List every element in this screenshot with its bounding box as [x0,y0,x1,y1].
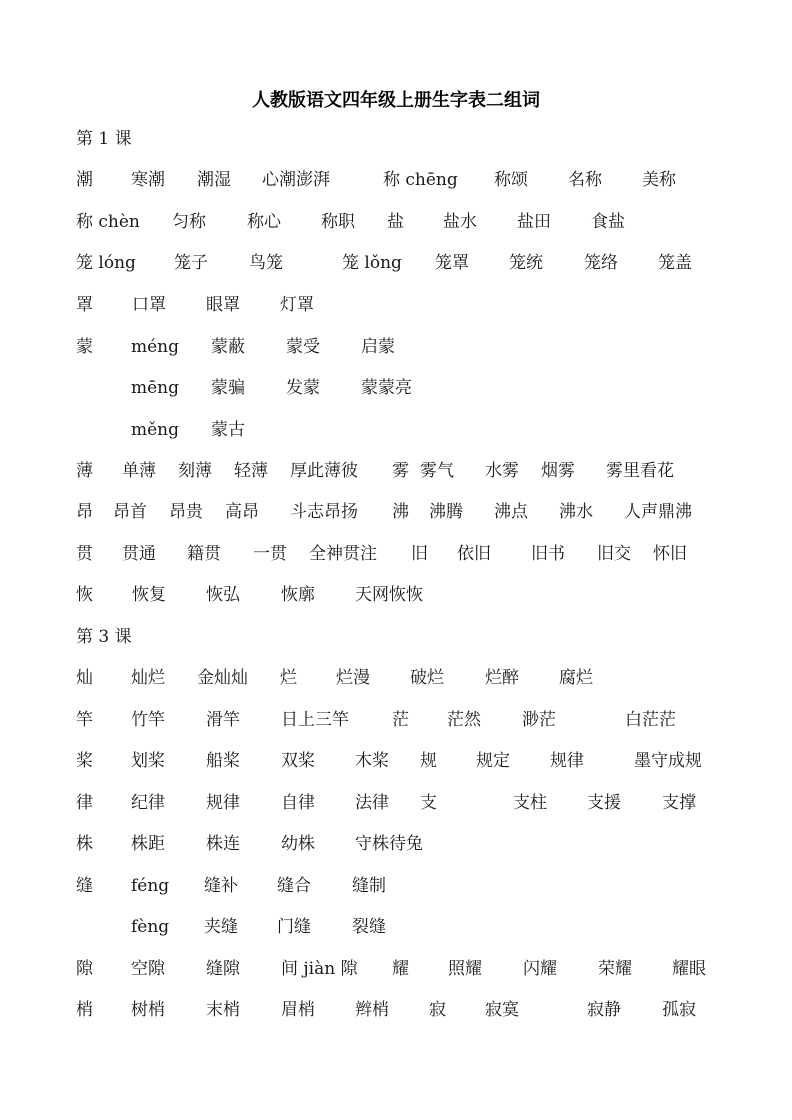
word: 潮 [76,170,93,190]
word: 昂 [76,502,93,522]
word: 水雾 [485,461,519,481]
word: 发蒙 [286,378,320,398]
word-row [0,293,792,319]
word: 罩 [76,295,93,315]
word: 自律 [281,793,315,813]
word: 木桨 [355,751,389,771]
word-row [0,542,792,568]
word: 烂 [280,668,297,688]
word: 贯通 [122,544,156,564]
word: 称心 [247,212,281,232]
word: 纪律 [131,793,165,813]
word: 笼子 [174,253,208,273]
word-row [0,957,792,983]
word: 一贯 [253,544,287,564]
word: 双桨 [281,751,315,771]
page-title: 人教版语文四年级上册生字表二组词 [252,90,540,111]
word: 寂静 [587,1000,621,1020]
word: 缝制 [352,876,386,896]
word: 规律 [206,793,240,813]
word-row [0,583,792,609]
word: 全神贯注 [309,544,377,564]
word: féng [131,876,170,896]
word: 支援 [587,793,621,813]
word: 烟雾 [541,461,575,481]
word: 笼盖 [658,253,692,273]
word: 滑竿 [206,710,240,730]
word: 腐烂 [559,668,593,688]
word: 金灿灿 [197,668,248,688]
word: 缝合 [277,876,311,896]
word: 树梢 [131,1000,165,1020]
word: 盐 [387,212,404,232]
word: 缝隙 [206,959,240,979]
word-row [0,251,792,277]
word: 沸点 [494,502,528,522]
word: 灯罩 [280,295,314,315]
word: 雾里看花 [606,461,674,481]
word-row [0,210,792,236]
word-row [0,791,792,817]
word-row [0,874,792,900]
word-row [0,915,792,941]
word-row [0,832,792,858]
word: 眉梢 [281,1000,315,1020]
word: 籍贯 [187,544,221,564]
word: 茫 [392,710,409,730]
word: 盐水 [443,212,477,232]
word: mēng [131,378,180,398]
word: 规定 [476,751,510,771]
word: 支 [420,793,437,813]
word: 荣耀 [598,959,632,979]
word: 空隙 [131,959,165,979]
word: 间 jiàn 隙 [281,959,358,979]
word: 笼 lóng [76,253,136,273]
word: 笼统 [509,253,543,273]
word: 株距 [131,834,165,854]
word: 眼罩 [206,295,240,315]
word: 称 chēng [383,170,458,190]
word-row [0,708,792,734]
word: 贯 [76,544,93,564]
word-row [0,459,792,485]
word: 寂寞 [485,1000,519,1020]
word: 启蒙 [361,337,395,357]
word: 匀称 [172,212,206,232]
word: 旧书 [531,544,565,564]
word: 律 [76,793,93,813]
word-row [0,998,792,1024]
word: 辫梢 [355,1000,389,1020]
word: 闪耀 [523,959,557,979]
word: 食盐 [591,212,625,232]
word: 依旧 [457,544,491,564]
word: 株连 [206,834,240,854]
word: 旧交 [597,544,631,564]
word: 竹竿 [131,710,165,730]
word: 法律 [355,793,389,813]
word: 雾 [392,461,409,481]
word-row [0,500,792,526]
word: 蒙 [76,337,93,357]
word: 灿烂 [131,668,165,688]
word: 笼络 [584,253,618,273]
word: 孤寂 [662,1000,696,1020]
word: 笼罩 [435,253,469,273]
word: 耀 [392,959,409,979]
word: 梢 [76,1000,93,1020]
word-row [0,376,792,402]
word: 恢弘 [206,585,240,605]
word: 划桨 [131,751,165,771]
word: 灿 [76,668,93,688]
word: 幼株 [281,834,315,854]
word: 蒙蒙亮 [361,378,412,398]
word: 日上三竿 [281,710,349,730]
word: 斗志昂扬 [290,502,358,522]
word: 恢复 [132,585,166,605]
word: 厚此薄彼 [290,461,358,481]
word: 船桨 [206,751,240,771]
word: 恢 [76,585,93,605]
word: 称 chèn [76,212,140,232]
word: 蒙骗 [211,378,245,398]
word: 守株待兔 [355,834,423,854]
word: 寒潮 [131,170,165,190]
word: 旧 [411,544,428,564]
word: 隙 [76,959,93,979]
word: 烂漫 [336,668,370,688]
word: 蒙蔽 [211,337,245,357]
word: 怀旧 [653,544,687,564]
word: 称职 [321,212,355,232]
word: 竿 [76,710,93,730]
word: 刻薄 [178,461,212,481]
word: fèng [131,917,170,937]
word: 雾气 [420,461,454,481]
word: méng [131,337,180,357]
word: 寂 [429,1000,446,1020]
word: měng [131,420,180,440]
word: 规 [420,751,437,771]
word: 缝补 [204,876,238,896]
word: 恢廓 [281,585,315,605]
word: 耀眼 [672,959,706,979]
word: 天网恢恢 [355,585,423,605]
word: 昂首 [113,502,147,522]
word: 称颂 [494,170,528,190]
word: 鸟笼 [249,253,283,273]
word: 高昂 [225,502,259,522]
word: 美称 [642,170,676,190]
word: 薄 [76,461,93,481]
lesson-heading: 第 3 课 [76,627,132,647]
word: 桨 [76,751,93,771]
word: 渺茫 [522,710,556,730]
word: 昂贵 [169,502,203,522]
word: 名称 [568,170,602,190]
word-row [0,168,792,194]
word: 沸腾 [429,502,463,522]
word: 潮湿 [197,170,231,190]
word: 裂缝 [352,917,386,937]
word: 沸水 [559,502,593,522]
word-row [0,666,792,692]
word: 株 [76,834,93,854]
word: 烂醉 [485,668,519,688]
word: 笼 lǒng [342,253,402,273]
word: 心潮澎湃 [262,170,330,190]
word-row [0,335,792,361]
word: 夹缝 [204,917,238,937]
word: 沸 [392,502,409,522]
word: 人声鼎沸 [624,502,692,522]
word: 门缝 [277,917,311,937]
word: 支柱 [513,793,547,813]
word: 蒙受 [286,337,320,357]
word-row [0,749,792,775]
word: 末梢 [206,1000,240,1020]
word: 茫然 [447,710,481,730]
word: 缝 [76,876,93,896]
word: 白茫茫 [625,710,676,730]
word: 轻薄 [234,461,268,481]
word-row [0,418,792,444]
word: 墨守成规 [634,751,702,771]
word: 盐田 [517,212,551,232]
word: 破烂 [410,668,444,688]
lesson-heading: 第 1 课 [76,129,132,149]
word: 口罩 [132,295,166,315]
word: 蒙古 [211,420,245,440]
word: 照耀 [448,959,482,979]
word: 规律 [550,751,584,771]
word: 支撑 [662,793,696,813]
word: 单薄 [122,461,156,481]
